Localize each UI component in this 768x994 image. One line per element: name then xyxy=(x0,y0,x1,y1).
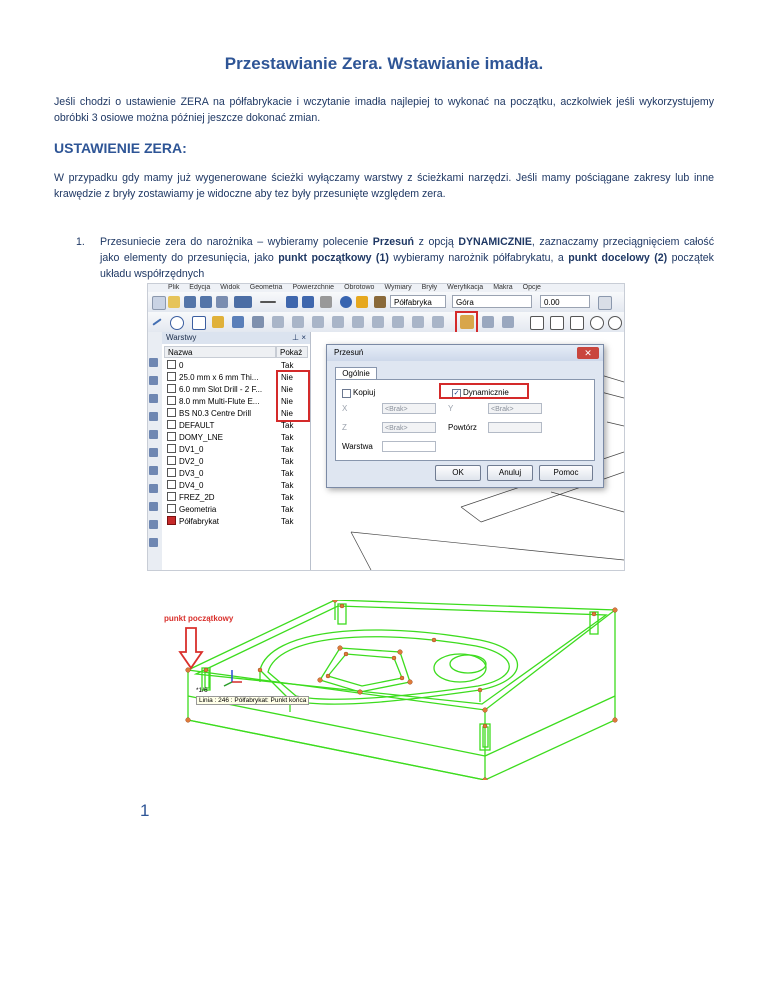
warning-icon[interactable] xyxy=(356,296,368,308)
intro-paragraph: Jeśli chodzi o ustawienie ZERA na półfabrykacie i wczytanie imadła najlepiej to wykonać na początku, aczkolwiek jeśli wykorzystujemy obróbki 3 osiowe można później jeszcze dokonać zmian. xyxy=(54,96,714,124)
layer-icon xyxy=(167,456,176,465)
save-icon[interactable] xyxy=(184,296,196,308)
layer-icon xyxy=(167,432,176,441)
step-bold-target: punkt docelowy (2) xyxy=(568,252,668,264)
snap-readout: *1/6 xyxy=(196,687,208,694)
menu-item[interactable]: Geometria xyxy=(249,284,283,291)
step-text-part: , zaznaczamy przeciągnięciem całość jako elementy do przesunięcia, jako xyxy=(100,236,715,264)
layer-visibility[interactable]: Tak xyxy=(281,493,294,502)
toolbar-top xyxy=(148,292,624,313)
stock-icon xyxy=(374,296,386,308)
layer-row[interactable] xyxy=(164,480,308,492)
distance-tool-icon[interactable] xyxy=(570,316,584,330)
arrow-down-icon xyxy=(180,628,202,668)
layer-row[interactable] xyxy=(164,492,308,504)
step-text xyxy=(100,234,714,282)
layer-name: 25.0 mm x 6 mm Thi... xyxy=(179,373,259,382)
solid-tool-icon[interactable] xyxy=(252,316,264,328)
layer-label: Warstwa xyxy=(342,442,373,451)
layer-visibility[interactable]: Tak xyxy=(281,433,294,442)
pin-close-icon[interactable]: ⊥ × xyxy=(292,333,306,342)
layer-visibility[interactable]: Nie xyxy=(281,397,294,406)
layers-panel xyxy=(162,332,311,570)
surface-tool-icon[interactable] xyxy=(432,316,444,328)
app-screenshot xyxy=(147,283,625,571)
rectangle-tool-icon[interactable] xyxy=(192,316,206,330)
y-combo[interactable]: <Brak> xyxy=(488,403,542,414)
layer-visibility[interactable]: Nie xyxy=(281,385,294,394)
tool-icon[interactable] xyxy=(149,484,158,493)
layer-name: Geometria xyxy=(179,505,217,514)
layer-visibility[interactable]: Nie xyxy=(281,409,294,418)
angle-tool-icon[interactable] xyxy=(550,316,564,330)
tool-icon[interactable] xyxy=(149,394,158,403)
open-folder-icon[interactable] xyxy=(168,296,180,308)
layer-visibility[interactable]: Nie xyxy=(281,373,294,382)
tool-icon[interactable] xyxy=(149,358,158,367)
info-icon[interactable] xyxy=(340,296,352,308)
copy-checkbox[interactable] xyxy=(342,389,351,398)
point-tool-icon[interactable] xyxy=(212,316,224,328)
layer-name: DV1_0 xyxy=(179,445,204,454)
menu-item[interactable]: Widok xyxy=(220,284,240,291)
start-point-label: punkt początkowy xyxy=(164,614,234,623)
x-combo[interactable]: <Brak> xyxy=(382,403,436,414)
surface-tool-icon[interactable] xyxy=(272,316,284,328)
layer-icon xyxy=(167,504,176,513)
ok-button[interactable]: OK xyxy=(435,465,481,481)
cut-icon[interactable] xyxy=(320,296,332,308)
hidden-layers-highlight xyxy=(276,370,310,422)
no-entry-icon[interactable] xyxy=(590,316,604,330)
layer-row[interactable] xyxy=(164,456,308,468)
tool-icon[interactable] xyxy=(149,502,158,511)
move-dialog xyxy=(326,344,604,488)
layer-icon xyxy=(167,444,176,453)
step-bold-option: DYNAMICZNIE xyxy=(458,236,532,248)
transform-tool-icon[interactable] xyxy=(232,316,244,328)
page-number: 1 xyxy=(140,801,150,820)
new-file-icon[interactable] xyxy=(152,296,166,310)
help-button[interactable]: Pomoc xyxy=(539,465,593,481)
surface-tool-icon[interactable] xyxy=(412,316,424,328)
side-toolbar xyxy=(148,332,162,570)
dynamic-checkbox[interactable]: ✓ xyxy=(453,390,460,397)
surface-tool-icon[interactable] xyxy=(332,316,344,328)
repeat-stepper[interactable] xyxy=(488,422,542,433)
move-tool-highlight xyxy=(455,311,478,334)
layer-visibility[interactable]: Tak xyxy=(281,481,294,490)
body-paragraph: W przypadku gdy mamy już wygenerowane ścieżki wyłączamy warstwy z ścieżkami narzędzi. Jeśli mamy pościągane zakresy lub inne krawędzie z bryły zostawiamy je widoczne aby tez były przesunięte względem zera. xyxy=(54,172,714,200)
layer-row[interactable] xyxy=(164,444,308,456)
menu-item[interactable]: Opcje xyxy=(522,284,541,291)
tool-icon[interactable] xyxy=(149,520,158,529)
tool-icon[interactable] xyxy=(149,430,158,439)
layer-name: 0 xyxy=(179,361,184,370)
col-header-name[interactable]: Nazwa xyxy=(164,346,276,358)
save-as-icon[interactable] xyxy=(200,296,212,308)
surface-tool-icon[interactable] xyxy=(392,316,404,328)
close-icon[interactable]: ✕ xyxy=(577,347,599,359)
line-width-icon[interactable] xyxy=(260,301,276,303)
dialog-title: Przesuń xyxy=(327,345,603,361)
menu-item[interactable]: Bryły xyxy=(421,284,438,291)
layer-icon xyxy=(167,420,176,429)
layer-icon xyxy=(167,516,176,525)
measure-tool-icon[interactable] xyxy=(530,316,544,330)
menu-item[interactable]: Obrotowo xyxy=(344,284,375,291)
layer-icon xyxy=(167,492,176,501)
layer-visibility[interactable]: Tak xyxy=(281,517,294,526)
layer-row[interactable] xyxy=(164,516,308,528)
dynamic-label: Dynamicznie xyxy=(463,388,509,397)
layer-name: FREZ_2D xyxy=(179,493,215,502)
layer-icon xyxy=(167,468,176,477)
layer-icon xyxy=(167,480,176,489)
print-icon[interactable] xyxy=(216,296,228,308)
layer-icon xyxy=(167,408,176,417)
layers-panel-title: Warstwy xyxy=(162,332,310,344)
step-bold-command: Przesuń xyxy=(372,236,415,248)
circle-tool-icon[interactable] xyxy=(170,316,184,330)
layer-visibility[interactable]: Tak xyxy=(281,421,294,430)
tool-icon[interactable] xyxy=(149,466,158,475)
layer-icon xyxy=(167,360,176,369)
layer-visibility[interactable]: Tak xyxy=(281,445,294,454)
layer-name: DV4_0 xyxy=(179,481,204,490)
rotate-tool-icon[interactable] xyxy=(482,316,494,328)
line-style-icon[interactable] xyxy=(234,296,252,308)
tool-icon[interactable] xyxy=(149,448,158,457)
layer-icon xyxy=(167,396,176,405)
menu-item[interactable]: Plik xyxy=(168,284,180,291)
layer-row[interactable] xyxy=(164,468,308,480)
dynamic-highlight xyxy=(439,383,529,399)
page-title: Przestawianie Zera. Wstawianie imadła. xyxy=(224,54,544,73)
step-bold-start: punkt początkowy (1) xyxy=(278,252,389,264)
layer-visibility[interactable]: Tak xyxy=(281,469,294,478)
wireframe-figure xyxy=(150,600,620,780)
zoom-icon[interactable] xyxy=(598,296,612,310)
redo-icon[interactable] xyxy=(302,296,314,308)
menu-item[interactable]: Wymiary xyxy=(384,284,412,291)
surface-tool-icon[interactable] xyxy=(292,316,304,328)
step-text-part: początek układu współrzędnych xyxy=(100,252,714,280)
view-combo[interactable]: Góra xyxy=(452,295,532,308)
toolbar-bottom xyxy=(148,312,624,333)
copy-label: Kopiuj xyxy=(353,388,376,397)
layer-name: BS N0.3 Centre Drill xyxy=(179,409,252,418)
step-1 xyxy=(76,234,715,282)
surface-tool-icon[interactable] xyxy=(312,316,324,328)
layer-name: DOMY_LNE xyxy=(179,433,224,442)
menu-item[interactable]: Makra xyxy=(493,284,513,291)
repeat-label: Powtórz xyxy=(448,423,477,432)
undo-icon[interactable] xyxy=(286,296,298,308)
surface-tool-icon[interactable] xyxy=(352,316,364,328)
step-text-part: wybieramy narożnik półfabrykatu, a xyxy=(388,252,569,264)
layer-visibility[interactable]: Tak xyxy=(281,505,294,514)
menu-item[interactable]: Powierzchnie xyxy=(292,284,335,291)
layer-visibility[interactable]: Tak xyxy=(281,457,294,466)
section-heading: USTAWIENIE ZERA: xyxy=(54,140,187,156)
step-text-part: z opcją xyxy=(414,236,459,248)
layer-name: 8.0 mm Multi-Flute E... xyxy=(179,397,260,406)
value-combo[interactable]: 0.00 xyxy=(540,295,590,308)
layer-combo[interactable] xyxy=(382,441,436,452)
stock-combo[interactable]: Półfabryka xyxy=(390,295,446,308)
tab-general[interactable]: Ogólnie xyxy=(335,367,377,380)
snap-tooltip: Linia : 246 : Półfabrykat: Punkt końca xyxy=(196,696,309,705)
y-label: Y xyxy=(448,404,454,413)
mirror-tool-icon[interactable] xyxy=(502,316,514,328)
layer-row[interactable] xyxy=(164,432,308,444)
x-label: X xyxy=(342,404,348,413)
step-number: 1. xyxy=(76,236,85,248)
layer-name: Półfabrykat xyxy=(179,517,220,526)
tool-icon[interactable] xyxy=(149,376,158,385)
col-header-show[interactable]: Pokaż xyxy=(276,346,308,358)
layer-name: DV3_0 xyxy=(179,469,204,478)
surface-tool-icon[interactable] xyxy=(372,316,384,328)
layer-name: 6.0 mm Slot Drill - 2 F... xyxy=(179,385,263,394)
menu-item[interactable]: Edycja xyxy=(189,284,211,291)
tool-icon[interactable] xyxy=(149,538,158,547)
tool-icon[interactable] xyxy=(149,412,158,421)
cancel-button[interactable]: Anuluj xyxy=(487,465,533,481)
layer-visibility[interactable]: Tak xyxy=(281,361,294,370)
layer-name: DEFAULT xyxy=(179,421,215,430)
layer-icon xyxy=(167,384,176,393)
layer-row[interactable] xyxy=(164,504,308,516)
target-icon[interactable] xyxy=(608,316,622,330)
layer-icon xyxy=(167,372,176,381)
step-text-part: Przesuniecie zera do narożnika – wybieramy polecenie xyxy=(100,236,373,248)
layer-name: DV2_0 xyxy=(179,457,204,466)
stock-wireframe xyxy=(150,600,620,780)
menu-bar xyxy=(148,284,624,292)
z-label: Z xyxy=(342,423,347,432)
line-tool-icon[interactable] xyxy=(152,318,161,325)
z-combo[interactable]: <Brak> xyxy=(382,422,436,433)
menu-item[interactable]: Weryfikacja xyxy=(447,284,484,291)
